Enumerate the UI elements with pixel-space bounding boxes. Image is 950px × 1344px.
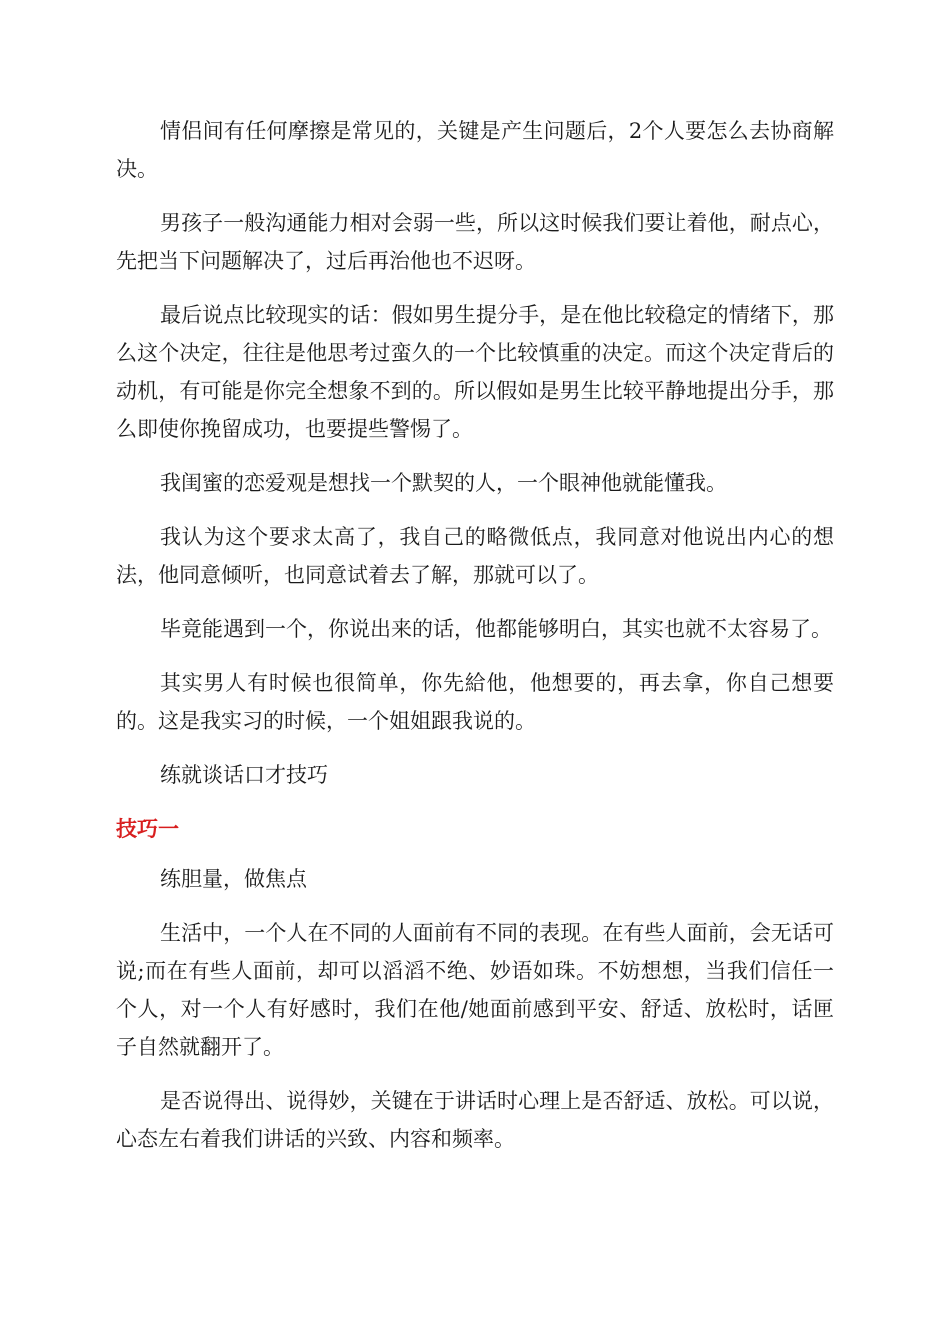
paragraph: 男孩子一般沟通能力相对会弱一些，所以这时候我们要让着他，耐点心，先把当下问题解决了，过后再治他也不迟呀。	[116, 211, 834, 273]
paragraph: 我闺蜜的恋爱观是想找一个默契的人，一个眼神他就能懂我。	[160, 471, 727, 495]
paragraph: 情侣间有任何摩擦是常见的，关键是产生问题后，2个人要怎么去协商解决。	[116, 119, 834, 181]
paragraph: 其实男人有时候也很简单，你先給他，他想要的，再去拿，你自己想要的。这是我实习的时候，一个姐姐跟我说的。	[116, 671, 834, 733]
section-heading: 技巧一	[116, 817, 179, 841]
section-intro: 练就谈话口才技巧	[160, 763, 328, 787]
paragraph: 毕竟能遇到一个，你说出来的话，他都能够明白，其实也就不太容易了。	[160, 617, 832, 641]
paragraph: 生活中，一个人在不同的人面前有不同的表现。在有些人面前，会无话可说;而在有些人面前，却可以滔滔不绝、妙语如珠。不妨想想，当我们信任一个人，对一个人有好感时，我们在他/她面前感到平安、舒适、放松时，话匣子自然就翻开了。	[116, 921, 834, 1059]
document-page	[116, 112, 834, 1174]
subheading-paragraph: 练胆量，做焦点	[160, 867, 307, 891]
paragraph: 是否说得出、说得妙，关键在于讲话时心理上是否舒适、放松。可以说，心态左右着我们讲话的兴致、内容和频率。	[116, 1089, 834, 1151]
paragraph: 我认为这个要求太高了，我自己的略微低点，我同意对他说出内心的想法，他同意倾听，也同意试着去了解，那就可以了。	[116, 525, 834, 587]
paragraph: 最后说点比较现实的话：假如男生提分手，是在他比较稳定的情绪下，那么这个决定，往往是他思考过蛮久的一个比较慎重的决定。而这个决定背后的动机，有可能是你完全想象不到的。所以假如是男生比较平静地提出分手，那么即使你挽留成功，也要提些警惕了。	[116, 303, 834, 441]
